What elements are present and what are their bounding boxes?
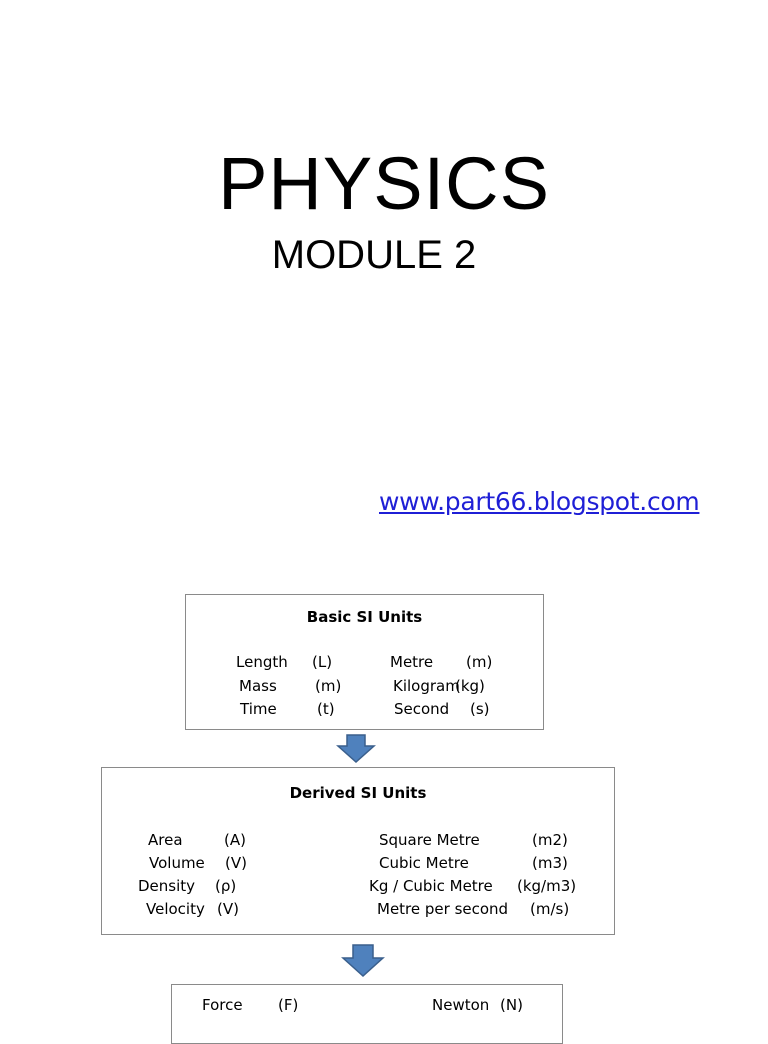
force-row-qty: Force bbox=[202, 996, 243, 1014]
basic-row-length-qty: Length bbox=[236, 653, 288, 671]
basic-row-time-qty: Time bbox=[240, 700, 277, 718]
derived-row-volume-unit: Cubic Metre bbox=[379, 854, 469, 872]
derived-row-density-unit: Kg / Cubic Metre bbox=[369, 877, 493, 895]
derived-row-velocity-unit: Metre per second bbox=[377, 900, 509, 918]
basic-row-time-sym: (t) bbox=[317, 700, 335, 718]
derived-row-density-usym: (kg/m3) bbox=[517, 877, 577, 895]
basic-row-mass-unit: Kilogram bbox=[393, 677, 460, 695]
derived-row-velocity-usym: (m/s) bbox=[530, 900, 570, 918]
derived-si-units-heading: Derived SI Units bbox=[289, 784, 427, 802]
derived-row-volume-sym: (V) bbox=[225, 854, 247, 872]
basic-row-length-sym: (L) bbox=[312, 653, 333, 671]
basic-row-length-usym: (m) bbox=[466, 653, 493, 671]
derived-row-area-unit: Square Metre bbox=[379, 831, 480, 849]
derived-row-area-usym: (m2) bbox=[532, 831, 568, 849]
derived-row-density-qty: Density bbox=[138, 877, 196, 895]
derived-row-velocity-sym: (V) bbox=[217, 900, 239, 918]
force-row-usym: (N) bbox=[500, 996, 523, 1014]
force-row-unit: Newton bbox=[432, 996, 490, 1014]
down-arrow-icon bbox=[341, 944, 385, 978]
derived-row-area-qty: Area bbox=[148, 831, 183, 849]
force-units-box bbox=[171, 984, 563, 1044]
down-arrow-shape bbox=[343, 945, 383, 976]
basic-row-mass-qty: Mass bbox=[239, 677, 277, 695]
basic-row-mass-sym: (m) bbox=[315, 677, 342, 695]
page-subtitle: MODULE 2 bbox=[271, 233, 477, 277]
derived-row-volume-qty: Volume bbox=[149, 854, 205, 872]
derived-row-density-sym: (ρ) bbox=[215, 877, 237, 895]
page-title: PHYSICS bbox=[218, 142, 550, 225]
basic-si-units-box bbox=[185, 594, 544, 730]
basic-si-units-heading: Basic SI Units bbox=[306, 608, 423, 626]
down-arrow-shape bbox=[338, 735, 374, 762]
basic-row-time-unit: Second bbox=[394, 700, 450, 718]
basic-row-mass-usym: (kg) bbox=[455, 677, 485, 695]
basic-row-length-unit: Metre bbox=[390, 653, 434, 671]
blog-link[interactable]: www.part66.blogspot.com bbox=[379, 487, 700, 516]
derived-row-area-sym: (A) bbox=[224, 831, 246, 849]
derived-si-units-box bbox=[101, 767, 615, 935]
down-arrow-icon bbox=[336, 734, 376, 764]
force-row-sym: (F) bbox=[278, 996, 299, 1014]
basic-row-time-usym: (s) bbox=[470, 700, 490, 718]
derived-row-velocity-qty: Velocity bbox=[146, 900, 205, 918]
derived-row-volume-usym: (m3) bbox=[532, 854, 568, 872]
